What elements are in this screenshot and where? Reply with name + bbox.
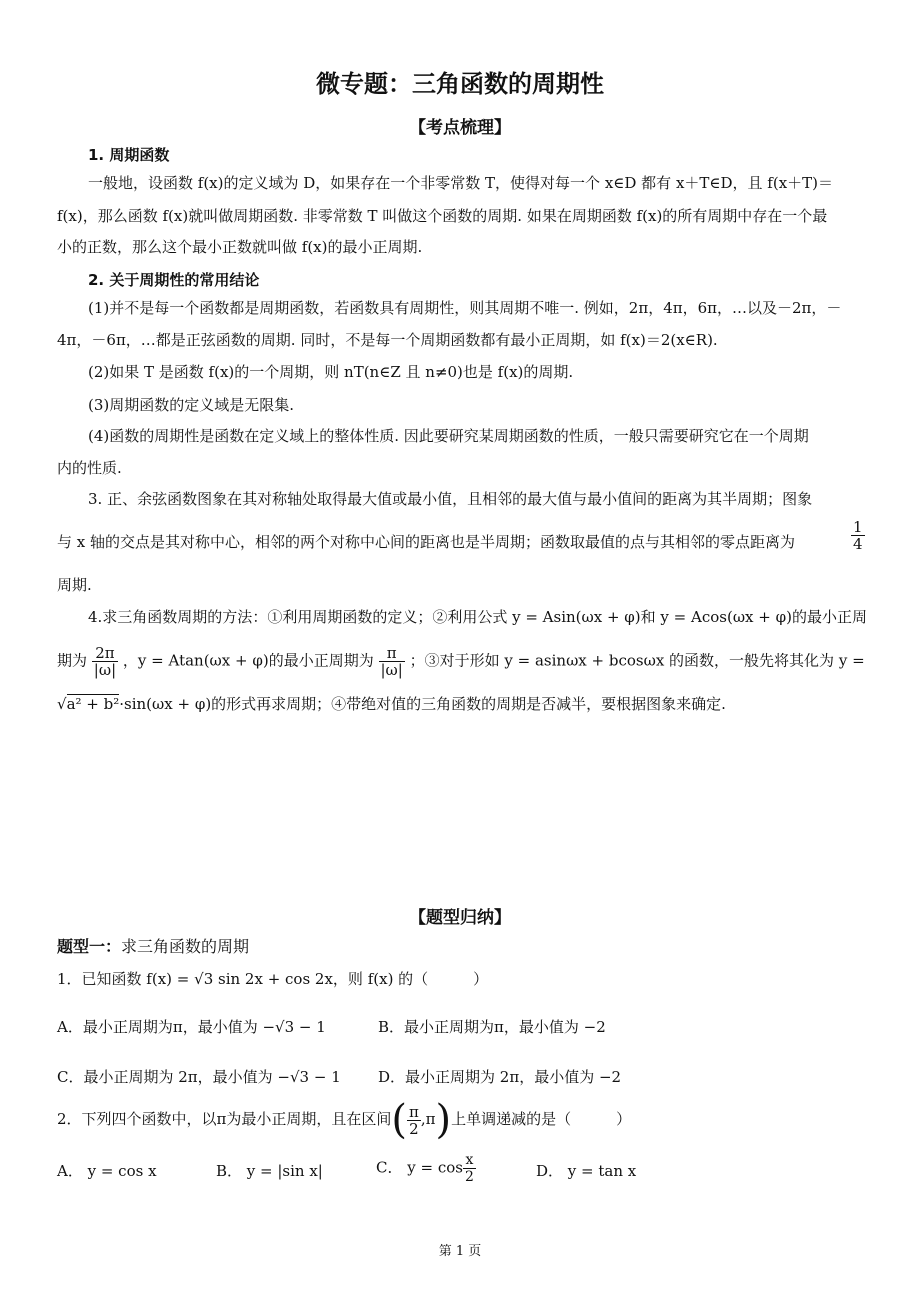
type-heading: 题型一：求三角函数的周期 [57, 937, 250, 956]
page-title: 微专题：三角函数的周期性 [316, 70, 604, 98]
paragraph-line: (4)函数的周期性是函数在定义域上的整体性质. 因此要研究某周期函数的性质，一般只需要研究它在一个周期 [88, 427, 809, 445]
question-2-option-c[interactable]: C． y = cos $\frac{x}{2}$ [376, 1152, 474, 1185]
paragraph-line: 4π，－6π，…都是正弦函数的周期. 同时，不是每一个周期函数都有最小正周期，如 f(x)＝2(x∈R). [57, 331, 718, 349]
paragraph-line: (3)周期函数的定义域是无限集. [88, 396, 295, 414]
question-1-option-b[interactable]: B．最小正周期为π，最小值为 −2 [378, 1018, 606, 1036]
question-2-stem: 2．下列四个函数中，以π为最小正周期，且在区间( $\frac{\pi}{2}$ ,π)上单调递减的是（ ） [57, 1097, 632, 1143]
question-1-stem: 1．已知函数 f(x) = √3 sin 2x + cos 2x，则 f(x) 的（ ） [57, 970, 489, 988]
paragraph-line-formula: √a² + b²·sin(ωx + φ)的形式再求周期；④带绝对值的三角函数的周期是否减半，要根据图象来确定. [57, 695, 726, 713]
paragraph-line: 3. 正、余弦函数图象在其对称轴处取得最大值或最小值，且相邻的最大值与最小值间的距离为其半周期；图象 [88, 490, 813, 508]
paragraph-line: 内的性质. [57, 459, 122, 477]
heading-periodic-function: 1. 周期函数 [88, 146, 170, 164]
paragraph-line: 4.求三角函数周期的方法：①利用周期函数的定义；②利用公式 y = Asin(ωx + φ)和 y = Acos(ωx + φ)的最小正周 [88, 608, 867, 626]
paragraph-line: (2)如果 T 是函数 f(x)的一个周期，则 nT(n∈Z 且 n≠0)也是 f(x)的周期. [88, 363, 574, 381]
paragraph-line: 周期. [57, 576, 92, 594]
section-heading-types: 【题型归纳】 [409, 908, 511, 928]
paragraph-line: 与 x 轴的交点是其对称中心，相邻的两个对称中心间的距离也是半周期；函数取最值的点与其相邻的零点距离为 [57, 533, 796, 551]
fraction-one-quarter: $\frac{1}{4}$ [853, 518, 863, 553]
question-1-option-a[interactable]: A．最小正周期为π，最小值为 −√3 − 1 [57, 1018, 326, 1036]
paragraph-line: 小的正数，那么这个最小正数就叫做 f(x)的最小正周期. [57, 238, 423, 256]
question-2-option-d[interactable]: D． y = tan x [536, 1162, 637, 1180]
page-number: 第 1 页 [438, 1244, 482, 1259]
paragraph-line: f(x)，那么函数 f(x)就叫做周期函数. 非零常数 T 叫做这个函数的周期. 如果在周期函数 f(x)的所有周期中存在一个最 [57, 207, 828, 225]
paragraph-line-formula: 期为 $\frac{2\pi}{|\omega|}$ ，y = Atan(ωx + φ)的最小正周期为 $\frac{\pi}{|\omega|}$ ；③对于形如 y = asinωx + bcosωx 的函数，一般先将其化为 y = [57, 644, 865, 679]
question-2-option-a[interactable]: A． y = cos x [57, 1162, 157, 1180]
question-1-option-c[interactable]: C．最小正周期为 2π，最小值为 −√3 − 1 [57, 1068, 341, 1086]
paragraph-line: 一般地，设函数 f(x)的定义域为 D，如果存在一个非零常数 T，使得对每一个 x∈D 都有 x＋T∈D，且 f(x＋T)＝ [88, 174, 834, 192]
heading-conclusions: 2. 关于周期性的常用结论 [88, 271, 260, 289]
question-2-option-b[interactable]: B． y = |sin x| [216, 1162, 323, 1180]
paragraph-line: (1)并不是每一个函数都是周期函数，若函数具有周期性，则其周期不唯一. 例如，2π，4π，6π，…以及－2π，－ [88, 299, 842, 317]
section-heading-review: 【考点梳理】 [409, 118, 511, 138]
question-1-option-d[interactable]: D．最小正周期为 2π，最小值为 −2 [378, 1068, 622, 1086]
